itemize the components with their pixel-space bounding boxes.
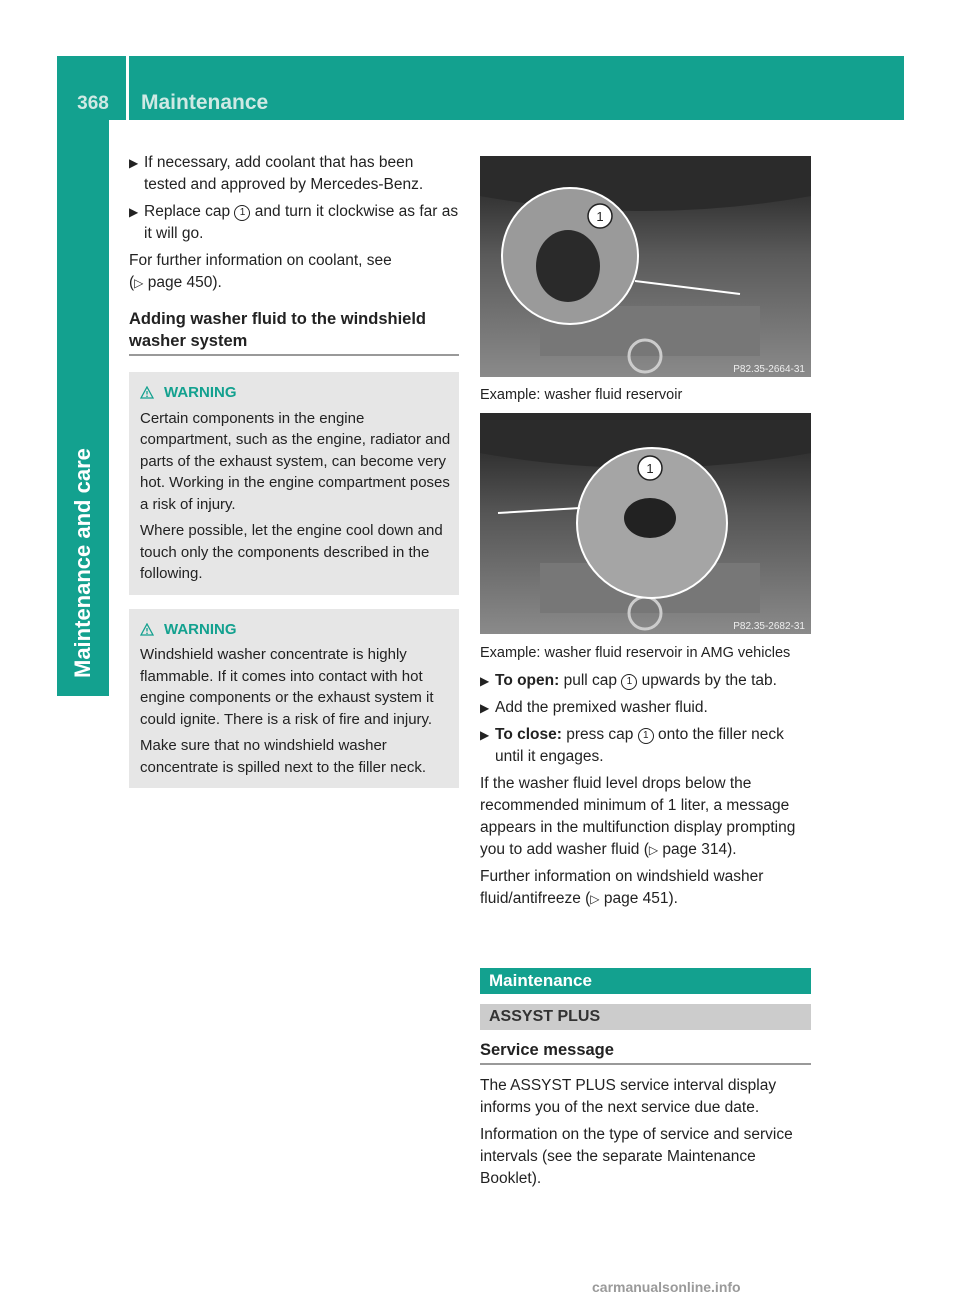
step-text: press cap	[566, 726, 634, 743]
level-paragraph: If the washer fluid level drops below the recommended minimum of 1 liter, a message appears in the multifunction display prompting you to add washer fluid (▷ page 314).	[480, 775, 796, 858]
step-arrow-icon: ▶	[129, 156, 139, 170]
page-ref-triangle-icon: ▷	[590, 892, 600, 906]
warning-title-text: WARNING	[164, 620, 237, 638]
svg-text:1: 1	[596, 209, 604, 224]
callout-number: 1	[234, 205, 250, 221]
step-replace-cap	[129, 201, 459, 245]
page-title: Maintenance	[141, 91, 269, 114]
step-open	[480, 670, 811, 692]
figure-caption: Example: washer fluid reservoir in AMG vehicles	[480, 645, 791, 661]
step-text: onto the filler neck until it engages.	[495, 726, 784, 765]
step-add-coolant	[129, 152, 459, 196]
coolant-reference: For further information on coolant, see (▷ page 450).	[129, 252, 392, 291]
maintenance-section-bar: Maintenance	[480, 968, 811, 994]
step-text: Replace cap	[144, 203, 231, 220]
svg-text:1: 1	[646, 461, 654, 476]
footer-watermark[interactable]: carmanualsonline.info	[592, 1279, 741, 1295]
assyst-plus-bar: ASSYST PLUS	[480, 1004, 811, 1030]
reference-page-link[interactable]: page 314).	[662, 841, 737, 858]
page-ref-triangle-icon: ▷	[648, 843, 659, 857]
engine-photo-washer-reservoir-amg	[480, 413, 811, 634]
page-header	[57, 56, 904, 120]
warning-text: Windshield washer concentrate is highly flammable. If it comes into contact with hot engine components or the exhaust system it could ignite. There is a risk of fire and injury.	[140, 646, 434, 728]
step-text: and turn it clockwise as far as it will go.	[144, 203, 459, 242]
step-arrow-icon: ▶	[480, 728, 490, 742]
reference-text: For further information on coolant, see	[129, 252, 392, 269]
step-text: Add the premixed washer fluid.	[495, 699, 708, 716]
warning-title	[140, 382, 451, 404]
step-label: To open:	[495, 672, 560, 689]
warning-triangle-icon	[140, 623, 154, 636]
service-text	[480, 1075, 811, 1195]
paragraph-text: Further information on windshield washer fluid/antifreeze (	[480, 868, 764, 907]
step-text: upwards by the tab.	[641, 672, 777, 689]
warning-text: Certain components in the engine compartment, such as the engine, radiator and parts of the exhaust system, can become very hot. Working in the engine compartment poses a risk of injury.	[140, 409, 451, 513]
chapter-side-tab	[57, 120, 109, 696]
right-column	[480, 670, 811, 915]
step-text: If necessary, add coolant that has been tested and approved by Mercedes-Benz.	[144, 154, 424, 193]
paragraph-text: The ASSYST PLUS service interval display informs you of the next service due date.	[480, 1077, 777, 1116]
paragraph-text: If the washer fluid level drops below the recommended minimum of 1 liter, a message appears in the multifunction display prompting you to add washer fluid	[480, 775, 796, 858]
section-heading: Adding washer fluid to the windshield washer system	[129, 308, 459, 356]
warning-title	[140, 619, 451, 641]
warning-triangle-icon	[140, 386, 154, 399]
step-arrow-icon: ▶	[480, 674, 490, 688]
paragraph-text: Information on the type of service and service intervals (see the separate Maintenance Booklet).	[480, 1126, 793, 1187]
step-close	[480, 724, 811, 768]
warning-box-hot-components	[129, 372, 459, 595]
further-info-paragraph	[480, 866, 811, 910]
engine-bay-illustration	[480, 156, 811, 377]
callout-number: 1	[621, 674, 637, 690]
step-arrow-icon: ▶	[480, 701, 490, 715]
figure-caption: Example: washer fluid reservoir	[480, 387, 683, 403]
service-message-heading: Service message	[480, 1041, 811, 1065]
step-label: To close:	[495, 726, 562, 743]
warning-title-text: WARNING	[164, 384, 237, 401]
callout-number: 1	[638, 728, 654, 744]
reference-page-link[interactable]: page 451).	[603, 890, 678, 907]
warning-text: Where possible, let the engine cool down and touch only the components described in the following.	[140, 522, 443, 582]
page-number: 368	[77, 93, 109, 114]
step-add-fluid	[480, 697, 811, 719]
engine-photo-washer-reservoir	[480, 156, 811, 377]
warning-box-flammable	[129, 609, 459, 789]
warning-text: Make sure that no windshield washer concentrate is spilled next to the filler neck.	[140, 737, 426, 776]
reference-page-link[interactable]: page 450).	[147, 274, 222, 291]
svg-text:P82.35-2664-31: P82.35-2664-31	[733, 364, 805, 375]
header-divider	[126, 56, 129, 120]
page-ref-triangle-icon: ▷	[134, 276, 144, 290]
chapter-label: Maintenance and care	[70, 448, 95, 678]
step-text: pull cap	[563, 672, 618, 689]
svg-text:P82.35-2682-31: P82.35-2682-31	[733, 621, 805, 632]
engine-bay-illustration	[480, 413, 811, 634]
left-column	[129, 152, 459, 802]
step-arrow-icon: ▶	[129, 205, 139, 219]
